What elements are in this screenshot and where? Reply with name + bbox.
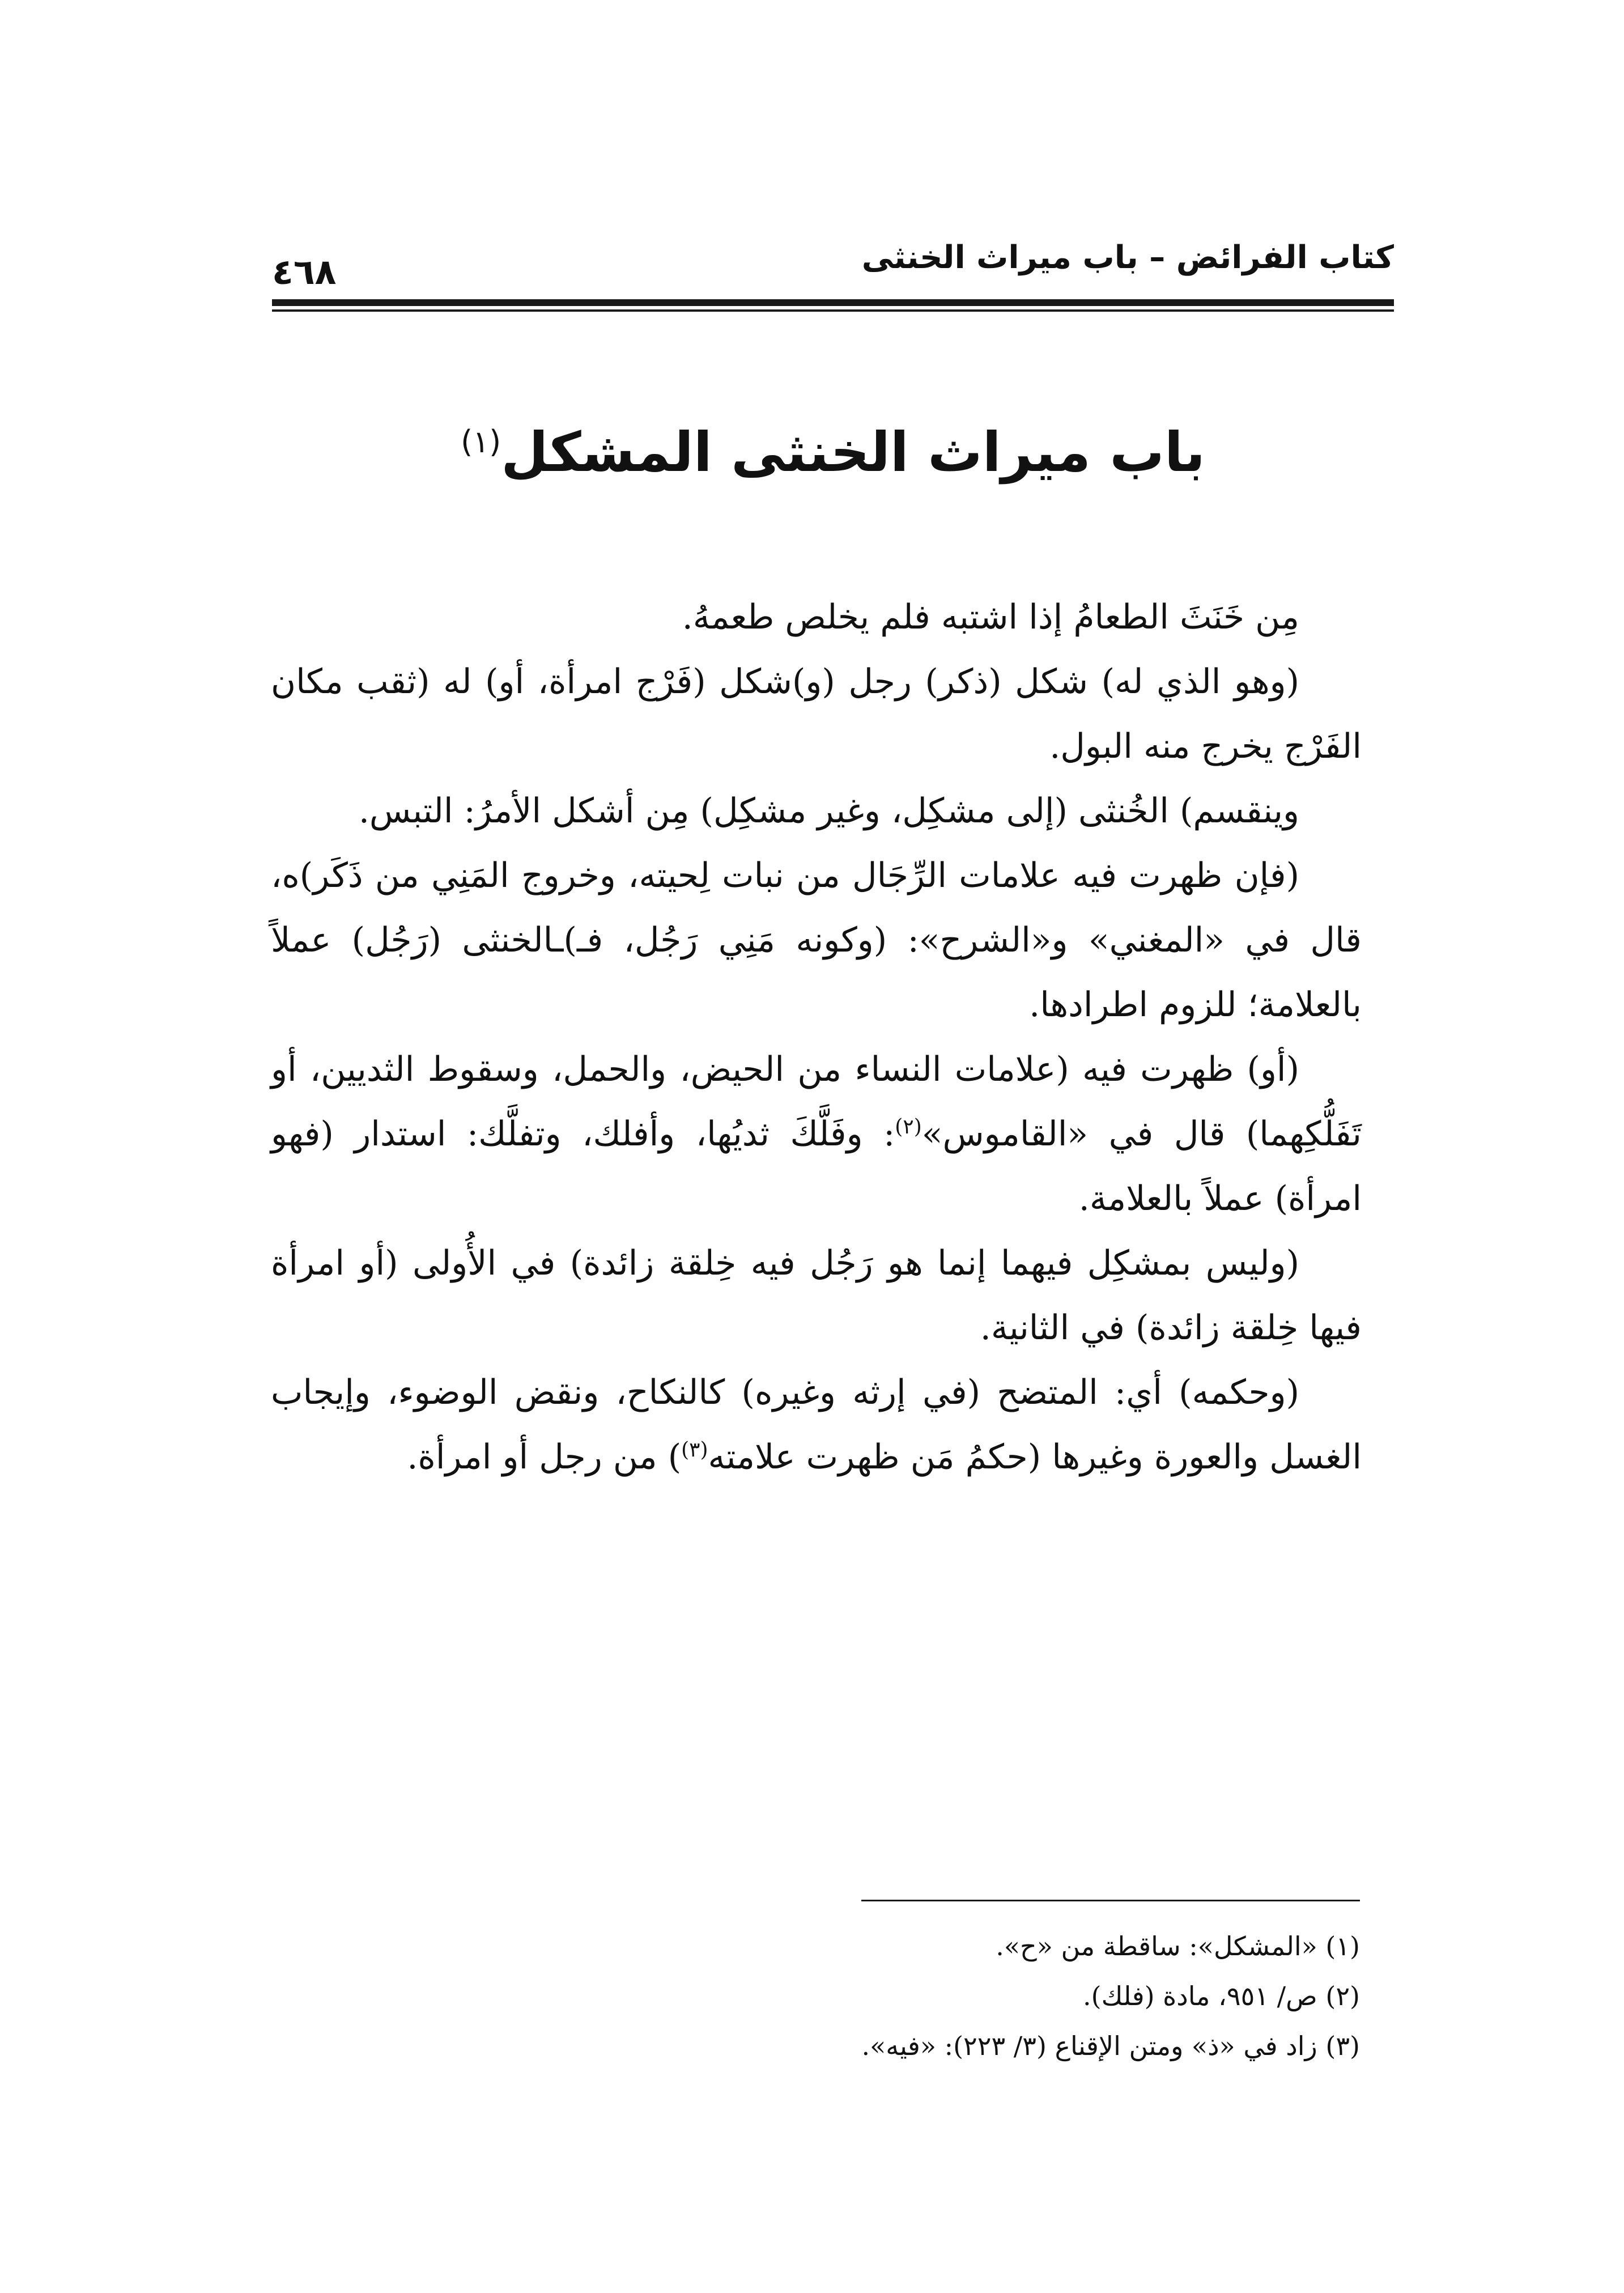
header-rule-thin <box>272 309 1394 312</box>
footnote-1: (١) «المشكل»: ساقطة من «ح». <box>996 1931 1360 1961</box>
chapter-title-text: باب ميراث الخنثى المشكل <box>501 421 1205 484</box>
paragraph-3: وينقسم) الخُنثى (إلى مشكِل، وغير مشكِل) مِن أشكل الأمرُ: التبس. <box>358 791 1299 831</box>
paragraph-7-part-b: ) من رجل أو امرأة. <box>407 1437 682 1477</box>
footnote-3: (٣) زاد في «ذ» ومتن الإقناع (٣/ ٢٢٣): «فيه». <box>861 2031 1360 2061</box>
page-number: ٤٦٨ <box>272 251 337 292</box>
paragraph-1: مِن خَنَثَ الطعامُ إذا اشتبه فلم يخلص طعمهُ. <box>682 597 1299 637</box>
footnotes <box>623 1921 1360 2071</box>
footnote-2: (٢) ص/ ٩٥١، مادة (فلك). <box>1083 1981 1360 2011</box>
paragraph-5-part-b: : وفَلَّكَ ثديُها، وأفلك، وتفلَّك: استدار (فهو امرأة) عملاً بالعلامة. <box>271 1114 1362 1218</box>
paragraph-7 <box>271 1360 1362 1489</box>
chapter-title <box>272 397 1394 498</box>
footnote-mark-3: (٣) <box>681 1438 708 1462</box>
paragraph-7-part-a: (وحكمه) أي: المتضح (في إرثه وغيره) كالنكاح، ونقض الوضوء، وإيجاب الغسل والعورة وغيرها (حكمُ مَن ظهرت علامته <box>271 1373 1362 1477</box>
footnote-mark-2: (٢) <box>895 1115 922 1139</box>
chapter-footnote-mark: (١) <box>461 424 501 460</box>
paragraph-6: (وليس بمشكِل فيهما إنما هو رَجُل فيه خِلقة زائدة) في الأُولى (أو امرأة فيها خِلقة زائدة) في الثانية. <box>271 1243 1362 1348</box>
paragraph-5 <box>271 1037 1362 1231</box>
running-title: كتاب الفرائض – باب ميراث الخنثى <box>861 239 1394 276</box>
running-header <box>272 232 1394 292</box>
paragraph-4: (فإن ظهرت فيه علامات الرِّجَال من نبات لِحيته، وخروج المَنِي من ذَكَر)ه، قال في «المغني» و«الشرح»: (وكونه مَنِي رَجُل، فـ)ـالخنثى (رَجُل) عملاً بالعلامة؛ للزوم اطرادها. <box>271 856 1362 1025</box>
header-rule-thick <box>272 299 1394 306</box>
body-text <box>271 585 1362 1489</box>
footnote-separator <box>861 1900 1360 1901</box>
paragraph-2: (وهو الذي له) شكل (ذكر) رجل (و)شكل (فَرْج امرأة، أو) له (ثقب مكان الفَرْج يخرج منه البول. <box>271 662 1362 766</box>
paragraph-5-part-a: (أو) ظهرت فيه (علامات النساء من الحيض، والحمل، وسقوط الثديين، أو تَفَلُّكِهما) قال في «القاموس» <box>271 1050 1362 1154</box>
